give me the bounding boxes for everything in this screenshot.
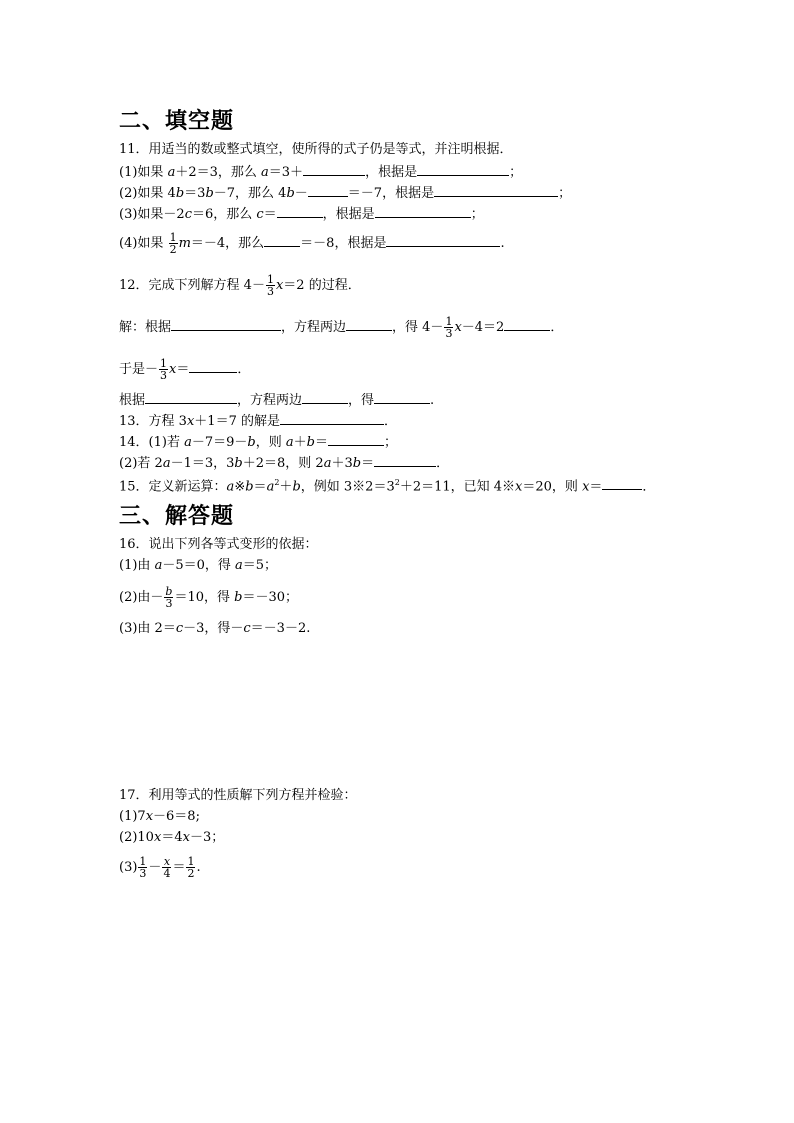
q16-part1: (1)由 a－5＝0，得 a＝5；: [119, 558, 278, 573]
fraction: $\frac{1}{3}$: [160, 357, 168, 382]
answer-blank[interactable]: [280, 412, 384, 425]
answer-blank[interactable]: [171, 318, 281, 331]
q11-part4: (4)如果 $\frac{1}{2}$ m＝－4，那么 ＝－8，根据是 .: [119, 231, 505, 256]
q12-step1: 解：根据 ，方程两边 ，得 4－ $\frac{1}{3}$ x－4＝2 ．: [119, 315, 564, 340]
q11-part2: (2)如果 4b＝3b－7，那么 4b－ ＝－7，根据是 ；: [119, 186, 572, 201]
section-heading-solve: 三、解答题: [119, 504, 235, 529]
answer-blank[interactable]: [303, 163, 365, 176]
fraction: $\frac{1}{3}$: [139, 855, 147, 880]
fraction: $\frac{1}{2}$: [169, 231, 177, 256]
answer-blank[interactable]: [602, 477, 642, 490]
answer-blank[interactable]: [417, 163, 509, 176]
answer-blank[interactable]: [145, 391, 237, 404]
q12-stem: 12．完成下列解方程 4－ $\frac{1}{3}$ x＝2 的过程．: [119, 273, 361, 298]
q11-stem: 11．用适当的数或整式填空，使所得的式子仍是等式，并注明根据．: [119, 142, 513, 157]
q15: 15．定义新运算：$a※b=a^2+b$，例如 $3※2=3^2+2=11$，已知 4※x＝20，则 x＝ ．: [119, 478, 656, 495]
fraction: $\frac{b}{3}$: [165, 585, 173, 610]
q11-part3: (3)如果－2c＝6，那么 c＝ ，根据是 ；: [119, 207, 484, 222]
q13: 13．方程 3x＋1＝7 的解是 ．: [119, 414, 397, 429]
answer-blank[interactable]: [328, 433, 384, 446]
q16-part3: (3)由 2＝c－3，得－c＝－3－2.: [119, 621, 311, 636]
q16-part2: (2)由－ $\frac{b}{3}$ ＝10，得 b＝－30；: [119, 585, 299, 610]
q12-step2: 于是－ $\frac{1}{3}$ x＝ ．: [119, 357, 251, 382]
answer-blank[interactable]: [374, 391, 430, 404]
answer-blank[interactable]: [386, 234, 500, 247]
answer-blank[interactable]: [346, 318, 392, 331]
answer-blank[interactable]: [375, 205, 471, 218]
fraction: $\frac{1}{3}$: [445, 315, 453, 340]
section-heading-fill-in: 二、填空题: [119, 109, 235, 134]
answer-blank[interactable]: [504, 318, 550, 331]
q12-step3: 根据 ，方程两边 ，得 .: [119, 393, 435, 408]
answer-blank[interactable]: [264, 234, 300, 247]
answer-blank[interactable]: [189, 360, 237, 373]
answer-blank[interactable]: [302, 391, 348, 404]
answer-blank[interactable]: [308, 184, 348, 197]
fraction: $\frac{x}{4}$: [163, 855, 171, 880]
answer-blank[interactable]: [277, 205, 323, 218]
fraction: $\frac{1}{2}$: [187, 855, 195, 880]
answer-blank[interactable]: [434, 184, 558, 197]
fraction: $\frac{1}{3}$: [266, 273, 274, 298]
q14-part1: 14．(1)若 a－7＝9－b，则 a＋b＝ ；: [119, 435, 398, 450]
answer-blank[interactable]: [374, 454, 436, 467]
q17-part2: (2)10x＝4x－3；: [119, 830, 225, 845]
q17-part3: (3) $\frac{1}{3}$ － $\frac{x}{4}$ ＝ $\frac{1}{2}$ .: [119, 855, 201, 880]
q17-stem: 17．利用等式的性质解下列方程并检验：: [119, 788, 357, 803]
q17-part1: (1)7x－6＝8;: [119, 809, 200, 824]
q11-part1: (1)如果 a＋2＝3，那么 a＝3＋ ，根据是 ；: [119, 165, 523, 180]
q16-stem: 16．说出下列各等式变形的依据：: [119, 537, 318, 552]
q14-part2: (2)若 2a－1＝3，3b＋2＝8，则 2a＋3b＝ ．: [119, 456, 450, 471]
